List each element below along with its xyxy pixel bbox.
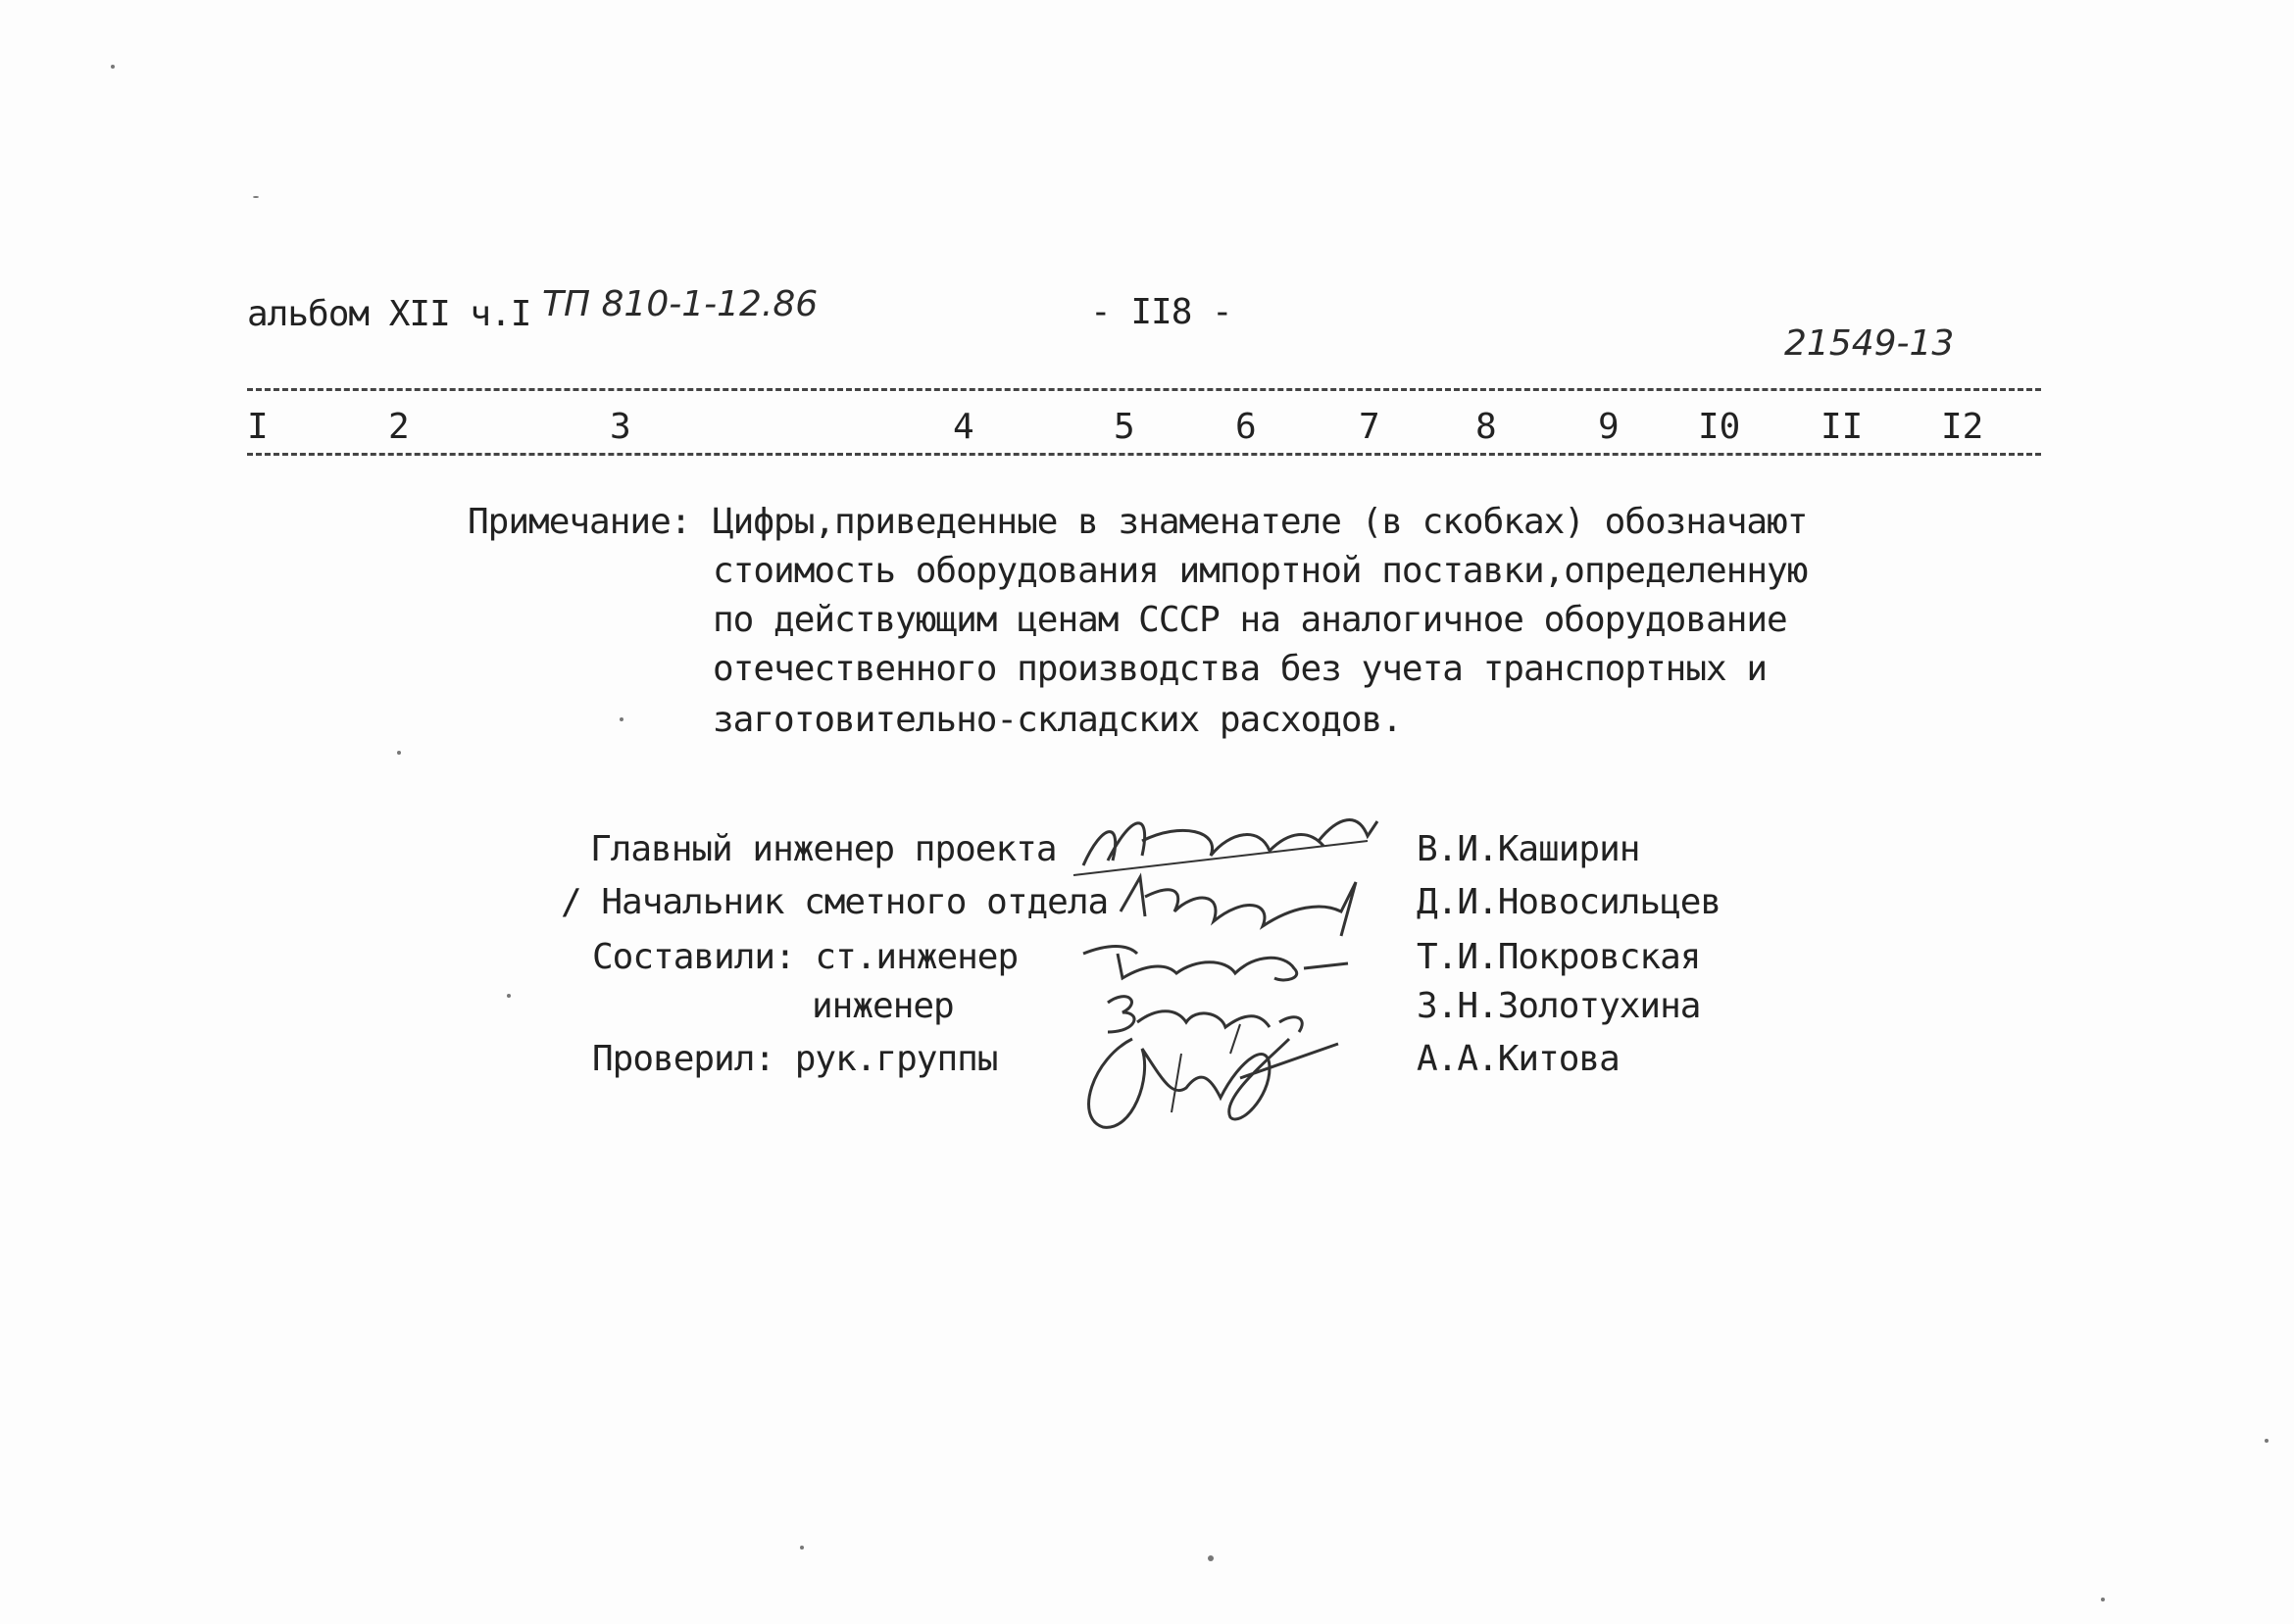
note-line: отечественного производства без учета транспортных и [713, 649, 1768, 689]
column-number: 6 [1235, 407, 1257, 447]
scan-speck [397, 751, 401, 755]
note-line: Цифры,приведенные в знаменателе (в скобках) обозначают [713, 502, 1808, 542]
column-number: 4 [953, 407, 974, 447]
signature-role: / Начальник сметного отдела [561, 882, 1109, 922]
scan-speck [800, 1546, 804, 1550]
note-label: Примечание: [468, 502, 691, 542]
table-bottom-line [247, 453, 2041, 456]
scan-speck [2265, 1439, 2269, 1443]
signature-group-head [1073, 1019, 1348, 1141]
column-number: 3 [610, 407, 631, 447]
signature-name: Т.И.Покровская [1417, 937, 1701, 977]
signature-name: В.И.Каширин [1417, 829, 1640, 869]
note-line: заготовительно-складских расходов. [713, 700, 1402, 740]
scan-speck [1208, 1555, 1214, 1561]
column-number: 9 [1598, 407, 1620, 447]
document-number: 21549-13 [1784, 323, 1955, 364]
signature-role: Главный инженер проекта [590, 829, 1057, 869]
signature-name: Д.И.Новосильцев [1417, 882, 1721, 922]
column-number: 8 [1475, 407, 1497, 447]
scan-speck [620, 717, 623, 721]
signature-role: инженер [812, 986, 954, 1026]
signature-role: Проверил: рук.группы [592, 1039, 998, 1079]
column-number: 5 [1114, 407, 1135, 447]
page-number: - II8 - [1090, 292, 1232, 332]
column-number: I0 [1698, 407, 1741, 447]
note-line: по действующим ценам СССР на аналогичное оборудование [713, 600, 1787, 640]
signature-name: З.Н.Золотухина [1417, 986, 1701, 1026]
scan-speck [2101, 1598, 2105, 1601]
column-number: 2 [388, 407, 410, 447]
column-number: I [247, 407, 269, 447]
scan-speck [507, 994, 511, 998]
note-line: стоимость оборудования импортной поставки,определенную [713, 551, 1808, 591]
table-top-line [247, 388, 2041, 391]
signature-role: Составили: ст.инженер [592, 937, 1019, 977]
signature-estimate-dept-head [1116, 872, 1371, 945]
column-number: I2 [1941, 407, 1984, 447]
album-reference: альбом XII ч.I [247, 294, 531, 334]
project-code: ТП 810-1-12.86 [542, 284, 819, 324]
signature-name: А.А.Китова [1417, 1039, 1620, 1079]
column-number: 7 [1359, 407, 1380, 447]
scan-speck [253, 196, 259, 198]
column-number: II [1820, 407, 1864, 447]
scan-speck [111, 65, 115, 69]
